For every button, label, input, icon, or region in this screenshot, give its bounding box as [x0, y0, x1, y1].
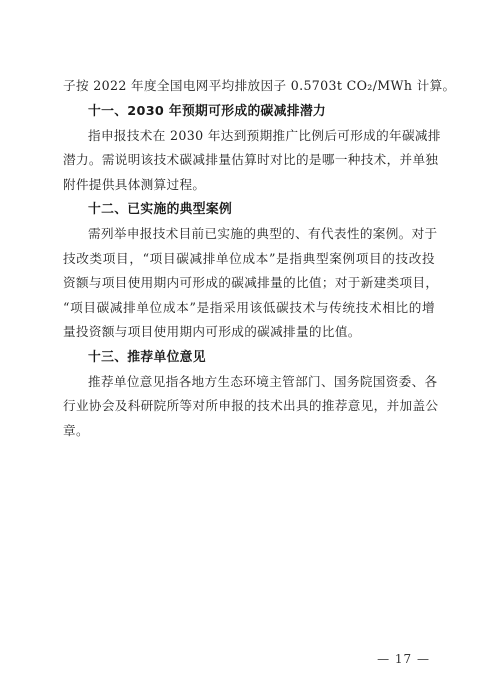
- document-body: [63, 74, 456, 443]
- section-heading-11: 十一、2030 年预期可形成的碳减排潜力: [88, 103, 327, 119]
- paragraph-continuation: 子按 2022 年度全国电网平均排放因子 0.5703t CO₂/MWh 计算。: [63, 78, 456, 93]
- section-12-line-1: 需列举申报技术目前已实施的典型的、有代表性的案例。对于: [88, 226, 438, 241]
- section-12-line-2: 技改类项目，“项目碳减排单位成本”是指典型案例项目的技改投: [63, 250, 435, 266]
- section-12-line-3: 资额与项目使用期内可形成的碳减排量的比值；对于新建类项目，: [63, 275, 439, 290]
- section-12-line-5: 量投资额与项目使用期内可形成的碳减排量的比值。: [63, 324, 361, 339]
- page-number: — 17 —: [377, 652, 430, 666]
- section-12-line-4: “项目碳减排单位成本”是指采用该低碳技术与传统技术相比的增: [63, 299, 435, 315]
- section-13-line-3: 章。: [63, 422, 89, 438]
- section-13-line-2: 行业协会及科研院所等对所申报的技术出具的推荐意见，并加盖公: [63, 398, 439, 413]
- section-11-line-3: 附件提供具体测算过程。: [63, 176, 206, 192]
- section-heading-13: 十三、推荐单位意见: [88, 349, 206, 365]
- section-11-line-1: 指申报技术在 2030 年达到预期推广比例后可形成的年碳减排: [88, 127, 441, 143]
- section-11-line-2: 潜力。需说明该技术碳减排量估算时对比的是哪一种技术，并单独: [63, 152, 439, 167]
- section-13-line-1: 推荐单位意见指各地方生态环境主管部门、国务院国资委、各: [88, 373, 438, 389]
- section-heading-12: 十二、已实施的典型案例: [88, 202, 233, 217]
